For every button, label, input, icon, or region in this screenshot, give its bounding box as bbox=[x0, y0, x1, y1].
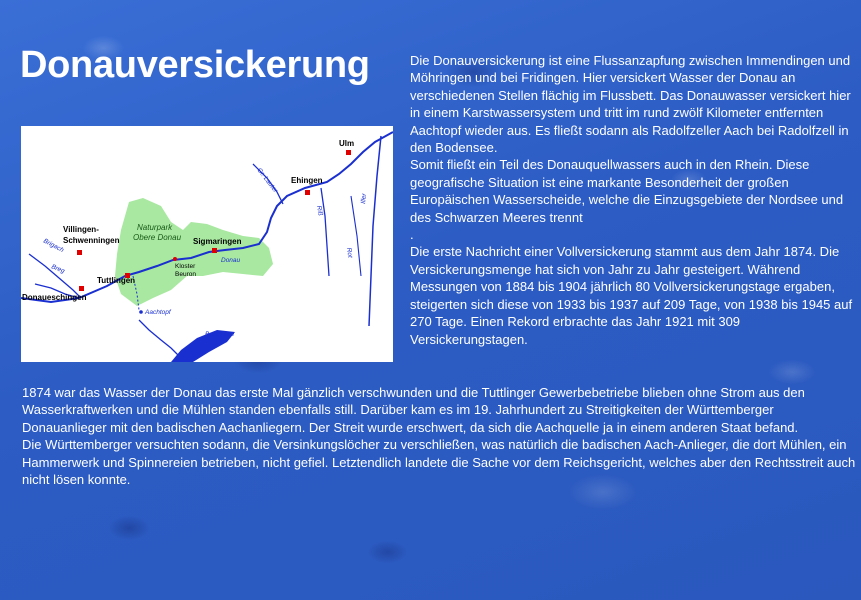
label-ulm: Ulm bbox=[339, 139, 355, 148]
history-paragraph-1: 1874 war das Wasser der Donau das erste Mal gänzlich verschwunden und die Tuttlinger Gewerbebetriebe blieben ohne Strom aus den Wasserkraftwerken und die Mühlen standen ebenfalls still. Darüber kam es im 19. Jahrhundert zu Streitigkeiten der Württemberger Donauanlieger mit den badischen Aachanliegern. Der Streit wurde erschwert, da sich die Aachquelle ja in einem anderen Staat befand. bbox=[22, 385, 805, 435]
label-donau: Donau bbox=[221, 257, 241, 264]
naturpark-area bbox=[115, 198, 273, 306]
history-paragraph-2: Die Württemberger versuchten sodann, die Versinkungslöcher zu verschließen, was natürlich die badischen Aach-Anlieger, die dort Mühlen, ein Hammerwerk und Spinnereien betrieben, nicht gefiel. Letztendlich landete die Sache vor dem Reichsgericht, welches aber den Rechtsstreit auch nicht lösen konnte. bbox=[22, 437, 856, 488]
danube-map bbox=[21, 126, 393, 362]
label-breg: Breg bbox=[50, 263, 66, 275]
iller-river bbox=[369, 136, 381, 326]
label-tuttlingen: Tuttlingen bbox=[97, 276, 136, 285]
town-marker-ehingen bbox=[305, 190, 310, 195]
town-marker-sigmaringen bbox=[212, 248, 217, 253]
label-naturpark-1: Naturpark bbox=[137, 223, 173, 232]
town-marker-donaueschingen bbox=[79, 286, 84, 291]
label-bodensee: Bodensee bbox=[205, 331, 235, 338]
intro-paragraph-2: Somit fließt ein Teil des Donauquellwassers auch in den Rhein. Diese geografische Situation ist eine markante Besonderheit der großen Europäischen Wasserscheide, welche die Einzugsgebiete der Nordsee und des Schwarzen Meeres trennt bbox=[410, 157, 844, 225]
label-villingen: Villingen- bbox=[63, 225, 99, 234]
label-brigach: Brigach bbox=[42, 237, 65, 255]
label-gr-lauter: Gr. Lauter bbox=[255, 166, 279, 195]
intro-paragraph-4: Die erste Nachricht einer Vollversickerung stammt aus dem Jahr 1874. Die Versickerungsmenge hat sich von Jahr zu Jahr gesteigert. Während Messungen von 1884 bis 1904 jährlich 80 Vollversickerungstage ergaben, steigerten sich diese von 1933 bis 1937 auf 209 Tage, von 1938 bis 1945 auf 270 Tage. Einen Rekord erbrachte das Jahr 1921 mit 309 Versickerungstagen. bbox=[410, 244, 853, 347]
label-donaueschingen: Donaueschingen bbox=[22, 293, 87, 302]
rot-river bbox=[351, 196, 361, 276]
label-kloster-1: Kloster bbox=[175, 263, 196, 270]
label-aachtopf: Aachtopf bbox=[145, 309, 171, 316]
label-sigmaringen: Sigmaringen bbox=[193, 237, 242, 246]
history-text-block bbox=[22, 384, 857, 488]
town-marker-ulm bbox=[346, 150, 351, 155]
intro-text-block bbox=[410, 52, 855, 348]
intro-paragraph-3: . bbox=[410, 227, 414, 243]
brigach-river bbox=[29, 254, 81, 298]
label-rot: Rot bbox=[345, 247, 354, 259]
label-schwenningen: Schwenningen bbox=[63, 236, 120, 245]
map-svg bbox=[21, 126, 393, 362]
kloster-marker bbox=[173, 257, 177, 261]
label-iller: Iller bbox=[360, 193, 369, 205]
label-naturpark-2: Obere Donau bbox=[133, 233, 182, 242]
aach-river bbox=[139, 320, 179, 356]
label-riss: Riß bbox=[315, 205, 324, 217]
danube-river bbox=[21, 132, 393, 302]
intro-paragraph-1: Die Donauversickerung ist eine Flussanzapfung zwischen Immendingen und Möhringen und bei Fridingen. Hier versickert Wasser der Donau an verschiedenen Stellen flächig im Flussbett. Das Donauwasser versickert hier in einem Karstwassersystem und tritt im rund zwölf Kilometer entfernten Aachtopf wieder aus. Es fließt sodann als Radolfzeller Aach bei Radolfzell in den Bodensee. bbox=[410, 53, 851, 156]
label-kloster-2: Beuron bbox=[175, 271, 196, 278]
page-title: Donauversickerung bbox=[20, 44, 370, 86]
town-marker-villingen bbox=[77, 250, 82, 255]
label-ehingen: Ehingen bbox=[291, 176, 323, 185]
riss-river bbox=[321, 188, 329, 276]
aachtopf-marker bbox=[139, 310, 143, 314]
